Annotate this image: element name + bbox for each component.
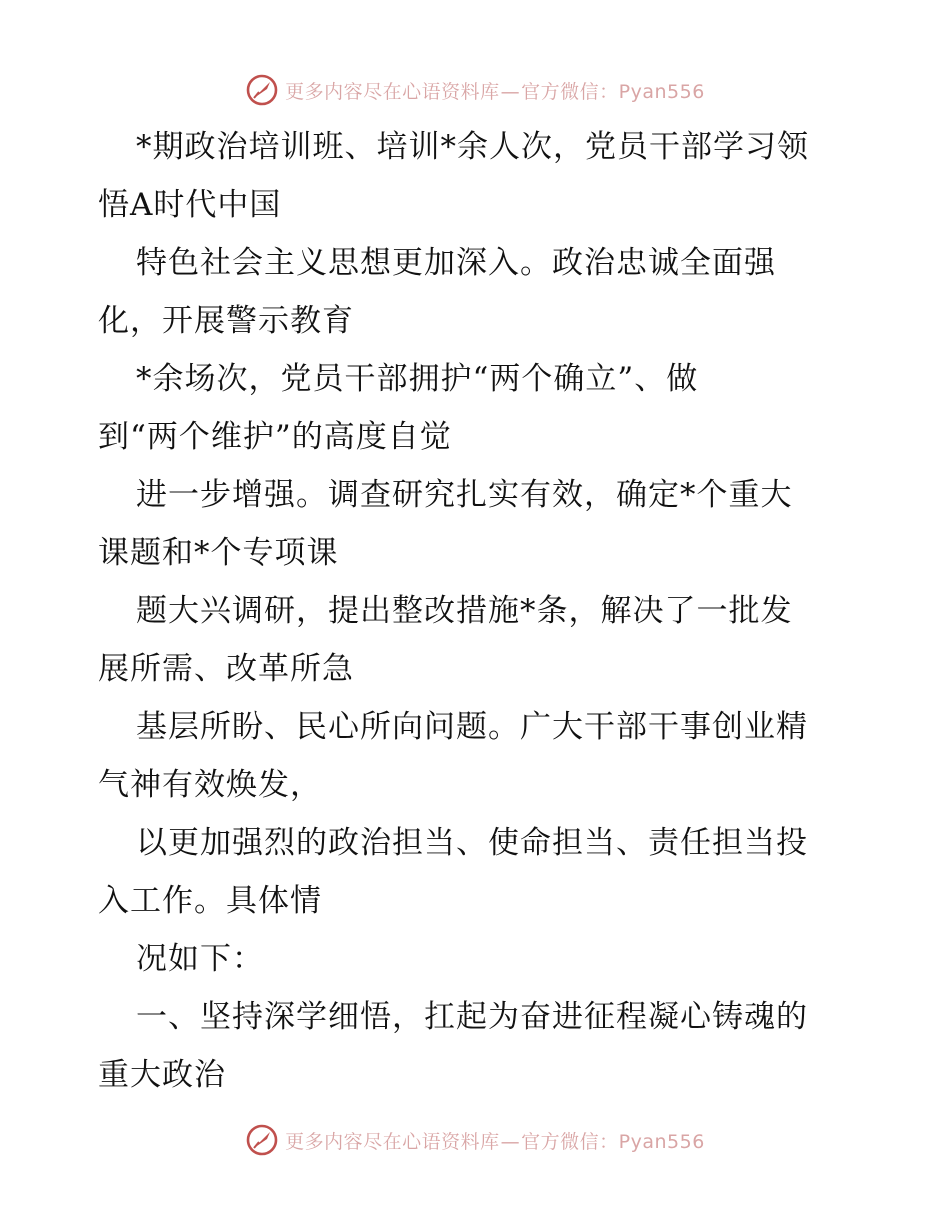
body-line: 化，开展警示教育 <box>98 303 354 339</box>
body-line: 入工作。具体情 <box>98 883 322 919</box>
quill-circle-logo-icon <box>245 73 279 107</box>
body-line: 况如下： <box>136 941 264 977</box>
body-line: 展所需、改革所急 <box>98 651 354 687</box>
header-watermark-text: 更多内容尽在心语资料库—官方微信：Pyan556 <box>285 80 705 103</box>
body-line: *期政治培训班、培训*余人次，党员干部学习领 <box>136 129 809 165</box>
body-line: 基层所盼、民心所向问题。广大干部干事创业精 <box>136 709 808 745</box>
footer-watermark-text: 更多内容尽在心语资料库—官方微信：Pyan556 <box>285 1130 705 1153</box>
body-line: 以更加强烈的政治担当、使命担当、责任担当投 <box>136 825 808 861</box>
body-line: 特色社会主义思想更加深入。政治忠诚全面强 <box>136 245 776 281</box>
body-line: 气神有效焕发， <box>98 767 322 803</box>
quill-circle-logo-icon <box>245 1123 279 1157</box>
footer-watermark <box>0 1120 950 1160</box>
body-line: 进一步增强。调查研究扎实有效，确定*个重大 <box>136 477 793 513</box>
body-line: 悟A时代中国 <box>98 187 282 223</box>
document-body <box>98 118 858 1104</box>
body-line: 课题和*个专项课 <box>98 535 339 571</box>
header-watermark <box>0 70 950 110</box>
body-line: 重大政治 <box>98 1057 226 1093</box>
body-line: 到“两个维护”的高度自觉 <box>98 419 452 455</box>
body-line: 一、坚持深学细悟，扛起为奋进征程凝心铸魂的 <box>136 999 808 1035</box>
body-line: 题大兴调研，提出整改措施*条，解决了一批发 <box>136 593 793 629</box>
body-line: *余场次，党员干部拥护“两个确立”、做 <box>136 361 699 397</box>
